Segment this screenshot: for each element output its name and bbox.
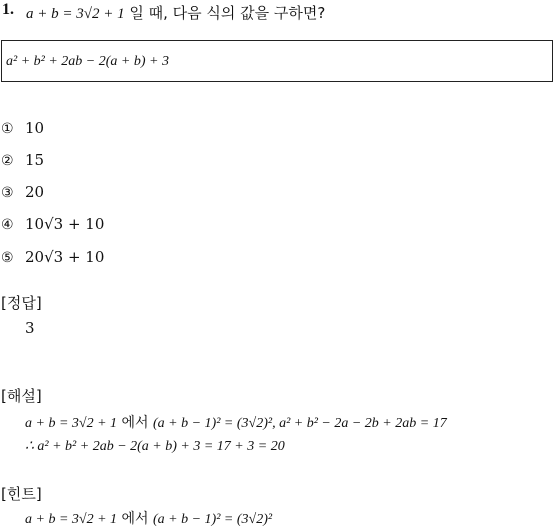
choice-marker: ③	[1, 185, 14, 201]
choice-marker: ⑤	[1, 250, 14, 266]
explanation-connector: 에서	[121, 415, 149, 431]
choice-value: 20	[25, 183, 45, 201]
hint-condition: a + b = 3√2 + 1	[25, 512, 118, 527]
hint-label: [힌트]	[1, 485, 42, 503]
hint-equation: (a + b − 1)² = (3√2)²	[153, 512, 273, 527]
choice-marker: ①	[1, 121, 14, 137]
question-prompt: 일 때, 다음 식의 값을 구하면?	[129, 4, 326, 22]
explanation-line-2: ∴ a² + b² + 2ab − 2(a + b) + 3 = 17 + 3 = 20	[25, 439, 285, 454]
question-condition: a + b = 3√2 + 1	[26, 6, 125, 22]
choice-value: 15	[25, 151, 45, 169]
answer-label: [정답]	[1, 294, 42, 312]
question-text	[26, 2, 325, 23]
explanation-condition: a + b = 3√2 + 1	[25, 416, 118, 431]
choice-5[interactable]	[1, 248, 104, 266]
explanation-line-1	[25, 412, 447, 432]
question-number: 1.	[2, 1, 14, 18]
expression: a² + b² + 2ab − 2(a + b) + 3	[6, 54, 169, 69]
choice-2[interactable]	[1, 151, 44, 169]
choice-3[interactable]	[1, 183, 44, 201]
choice-value: 20√3 + 10	[25, 248, 105, 266]
choice-marker: ④	[1, 217, 14, 233]
hint-connector: 에서	[121, 511, 149, 527]
explanation-label: [해설]	[1, 387, 42, 405]
answer-value: 3	[25, 319, 35, 337]
explanation-equation: (a + b − 1)² = (3√2)², a² + b² − 2a − 2b + 2ab = 17	[153, 416, 447, 431]
choice-4[interactable]	[1, 215, 104, 233]
choice-marker: ②	[1, 153, 14, 169]
choice-value: 10	[25, 119, 45, 137]
choice-value: 10√3 + 10	[25, 215, 105, 233]
hint-line-1	[25, 508, 272, 528]
choice-1[interactable]	[1, 119, 44, 137]
